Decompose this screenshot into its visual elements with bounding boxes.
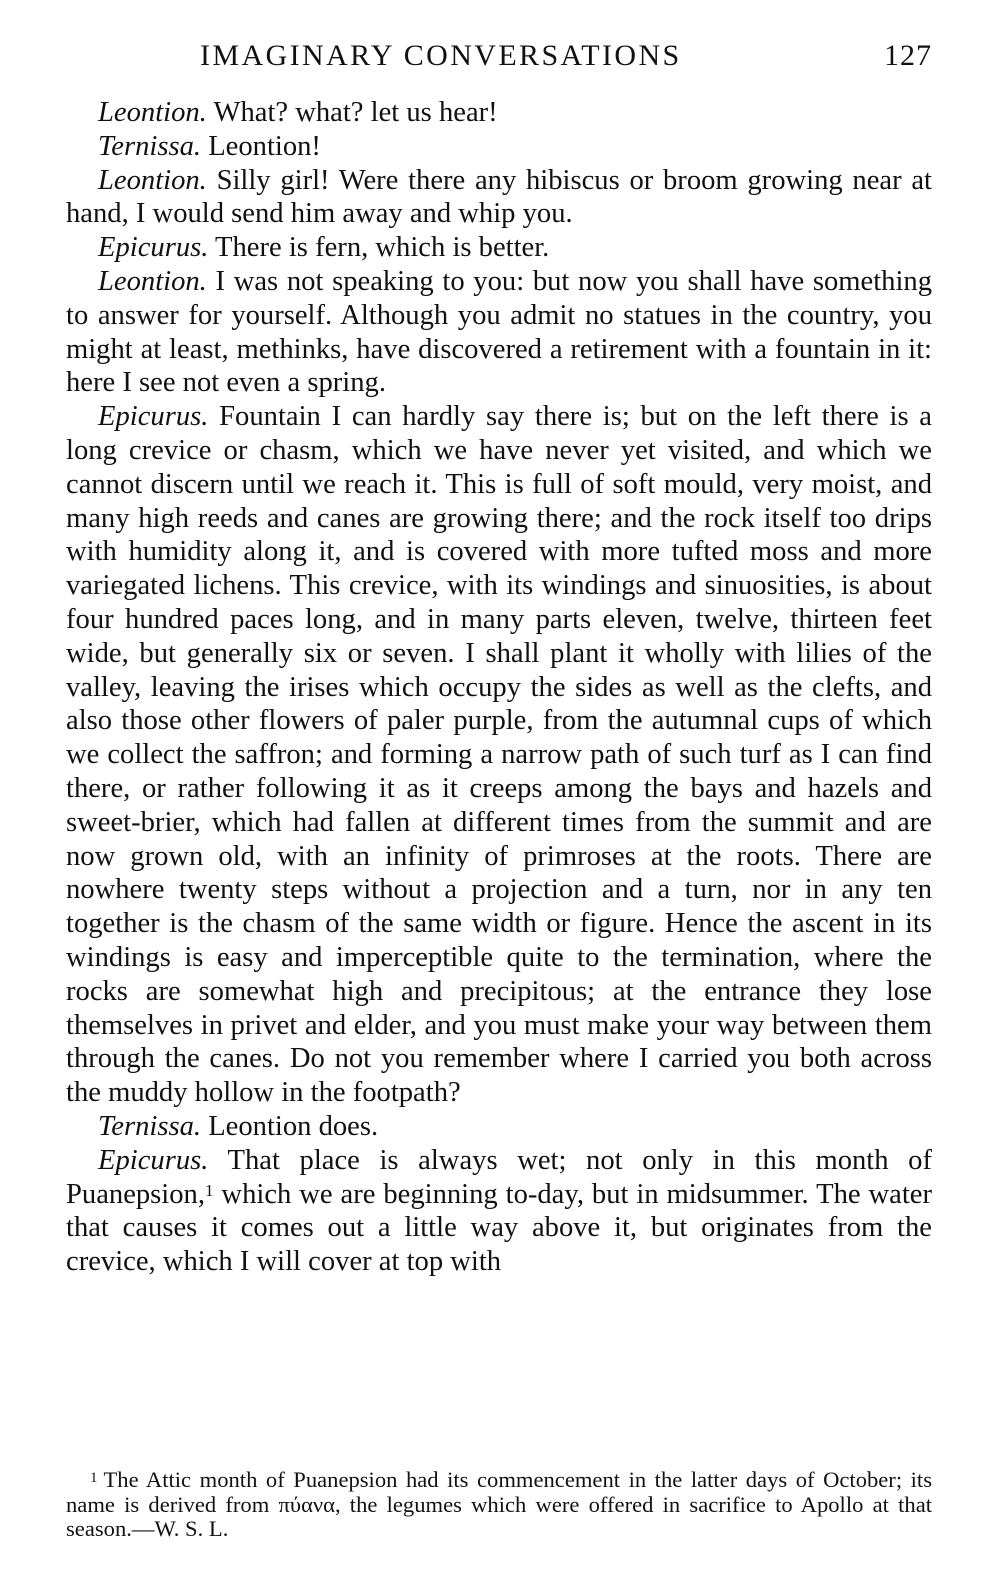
dialogue-paragraph (66, 231, 932, 265)
footnote-text: The Attic month of Puanepsion had its commencement in the latter days of October; its name is derived from πύανα, the legumes which were offered in sacrifice to Apollo at that season.—W. S. L. (66, 1467, 932, 1541)
speaker-name: Ternissa. (98, 130, 202, 162)
running-title: IMAGINARY CONVERSATIONS (200, 39, 682, 72)
speaker-name: Epicurus. (98, 232, 209, 264)
speech-text: There is fern, which is better. (215, 232, 550, 264)
footnote (66, 1468, 932, 1542)
speaker-name: Leontion. (98, 164, 207, 196)
footnote-marker: 1 (90, 1470, 98, 1486)
speech-text: Fountain I can hardly say there is; but on the left there is a long crevice or chasm, which we have never yet visited, and which we cannot discern until we reach it. This is full of soft mould, very moist, and many high reeds and canes are growing there; and the rock itself too drips with humidity along it, and is covered with more tufted moss and more variegated lichens. This crevice, with its windings and sinuosities, is about four hundred paces long, and in many parts eleven, twelve, thirteen feet wide, but generally six or seven. I shall plant it wholly with lilies of the valley, leaving the irises which occupy the sides as well as the clefts, and also those other flowers of paler purple, from the autumnal cups of which we collect the saffron; and forming a narrow path of such turf as I can find there, or rather following it as it creeps among the bays and hazels and sweet-brier, which had fallen at different times from the summit and are now grown old, with an infinity of primroses at the roots. There are nowhere twenty steps without a projection and a turn, nor in any ten together is the chasm of the same width or figure. Hence the ascent in its windings is easy and imperceptible quite to the termination, where the rocks are somewhat high and precipitous; at the entrance they lose themselves in privet and elder, and you must make your way between them through the canes. Do not you remember where I carried you both across the muddy hollow in the footpath? (66, 401, 933, 1109)
speaker-name: Epicurus. (98, 1144, 209, 1176)
speaker-name: Ternissa. (98, 1110, 202, 1142)
speech-text: Silly girl! Were there any hibiscus or broom growing near at hand, I would send him away and whip you. (66, 164, 932, 230)
body-text (66, 96, 932, 1279)
dialogue-paragraph (66, 96, 932, 130)
speaker-name: Leontion. (98, 97, 207, 128)
dialogue-paragraph (66, 265, 932, 400)
dialogue-paragraph (66, 400, 932, 1110)
dialogue-paragraph (66, 1144, 932, 1279)
page-header (66, 38, 932, 74)
speech-text: Leontion does. (208, 1110, 379, 1142)
speech-text: I was not speaking to you: but now you shall have something to answer for yourself. Although you admit no statues in the country, you might at least, methinks, have discovered a retirement with a fountain in it: here I see not even a spring. (66, 265, 932, 399)
speech-text: which we are beginning to-day, but in midsummer. The water that causes it comes out a little way above it, but originates from the crevice, which I will cover at top with (66, 1178, 932, 1278)
speech-text: That place is always wet; not only in this month of Puanepsion, (66, 1144, 932, 1210)
speaker-name: Epicurus. (98, 401, 209, 433)
dialogue-paragraph (66, 1110, 932, 1144)
speaker-name: Leontion. (98, 265, 207, 297)
page-number: 127 (884, 39, 932, 72)
speech-text: Leontion! (208, 130, 321, 162)
dialogue-paragraph (66, 130, 932, 164)
dialogue-paragraph (66, 164, 932, 232)
footnote-section (66, 1468, 932, 1542)
footnote-reference: 1 (205, 1180, 214, 1200)
speech-text: What? what? let us hear! (213, 97, 498, 128)
